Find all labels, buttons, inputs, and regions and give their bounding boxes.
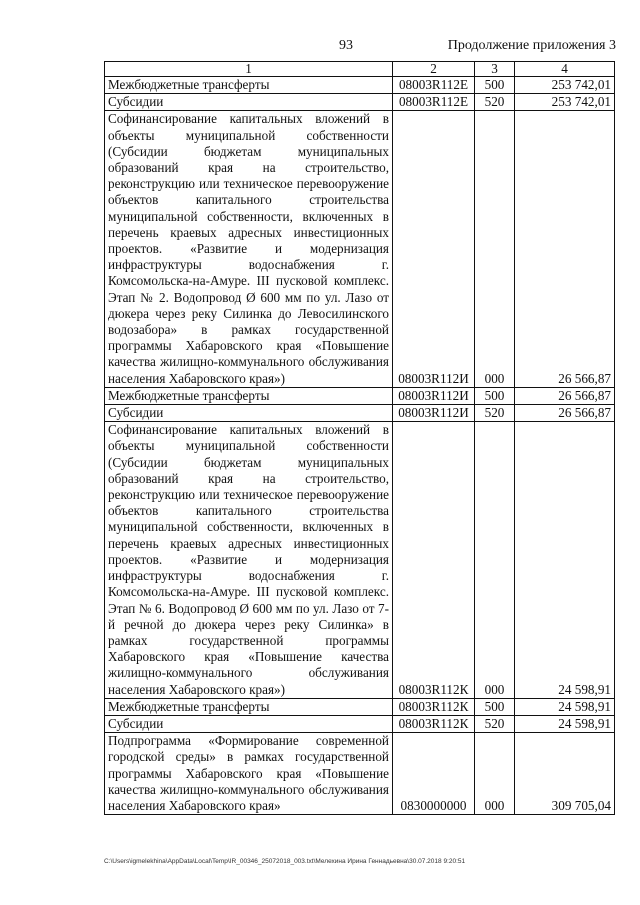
row-code: 0830000000 [393,733,475,815]
row-kvr: 500 [475,387,515,404]
table-row [105,405,615,422]
row-amount: 309 705,04 [515,733,615,815]
table-row [105,422,615,698]
row-kvr: 520 [475,715,515,732]
row-amount: 24 598,91 [515,715,615,732]
row-code: 08003R112К [393,422,475,698]
row-code: 08003R112И [393,111,475,387]
row-code: 08003R112E [393,77,475,94]
table-row [105,715,615,732]
row-amount: 24 598,91 [515,698,615,715]
row-name: Межбюджетные трансферты [105,77,393,94]
row-name: Межбюджетные трансферты [105,387,393,404]
header-cell: 4 [515,62,615,77]
row-amount: 26 566,87 [515,111,615,387]
continuation-label: Продолжение приложения 3 [447,38,616,53]
table-row [105,77,615,94]
row-amount: 253 742,01 [515,94,615,111]
row-code: 08003R112И [393,405,475,422]
row-name: Подпрограмма «Формирование современной городской среды» в рамках государственной программы Хабаровского края «Повышение качества жилищно-коммунального обслуживания населения Хабаровского края» [105,733,393,815]
row-amount: 253 742,01 [515,77,615,94]
budget-table [104,61,615,815]
row-name: Субсидии [105,405,393,422]
row-code: 08003R112К [393,715,475,732]
row-kvr: 520 [475,405,515,422]
row-name: Софинансирование капитальных вложений в объекты муниципальной собственности (Субсидии бюджетам муниципальных образований края на строительство, реконструкцию или техническое перевооружение объектов капитального строительства муниципальной собственности, включенных в перечень краевых адресных инвестиционных проектов. «Развитие и модернизация инфраструктуры водоснабжения г. Комсомольска-на-Амуре. III пусковой комплекс. Этап № 6. Водопровод Ø 600 мм по ул. Лазо от 7-й речной до дюкера через реку Силинка» в рамках государственной программы Хабаровского края «Повышение качества жилищно-коммунального обслуживания населения Хабаровского края») [105,422,393,698]
row-code: 08003R112E [393,94,475,111]
table-row [105,698,615,715]
row-code: 08003R112К [393,698,475,715]
row-kvr: 000 [475,422,515,698]
row-kvr: 500 [475,77,515,94]
row-code: 08003R112И [393,387,475,404]
table-row [105,94,615,111]
row-name: Субсидии [105,94,393,111]
row-kvr: 000 [475,733,515,815]
table-header-row [105,62,615,77]
page-number: 93 [339,38,353,53]
row-amount: 26 566,87 [515,405,615,422]
row-name: Софинансирование капитальных вложений в объекты муниципальной собственности (Субсидии бюджетам муниципальных образований края на строительство, реконструкцию или техническое перевооружение объектов капитального строительства муниципальной собственности, включенных в перечень краевых адресных инвестиционных проектов. «Развитие и модернизация инфраструктуры водоснабжения г. Комсомольска-на-Амуре. III пусковой комплекс. Этап № 2. Водопровод Ø 600 мм по ул. Лазо от дюкера через реку Силинка до Левосилинского водозабора» в рамках государственной программы Хабаровского края «Повышение качества жилищно-коммунального обслуживания населения Хабаровского края») [105,111,393,387]
row-name: Субсидии [105,715,393,732]
row-kvr: 000 [475,111,515,387]
header-cell: 2 [393,62,475,77]
row-kvr: 500 [475,698,515,715]
footer-file-path: C:\Users\igmelekhina\AppData\Local\Temp\IR_00346_25072018_003.txt\Мелехина Ирина Геннадьевна\30.07.2018 9:20:51 [104,858,466,865]
header-cell: 1 [105,62,393,77]
table-row [105,387,615,404]
row-amount: 24 598,91 [515,422,615,698]
header-cell: 3 [475,62,515,77]
table-row [105,111,615,387]
row-name: Межбюджетные трансферты [105,698,393,715]
table-row [105,733,615,815]
row-amount: 26 566,87 [515,387,615,404]
row-kvr: 520 [475,94,515,111]
